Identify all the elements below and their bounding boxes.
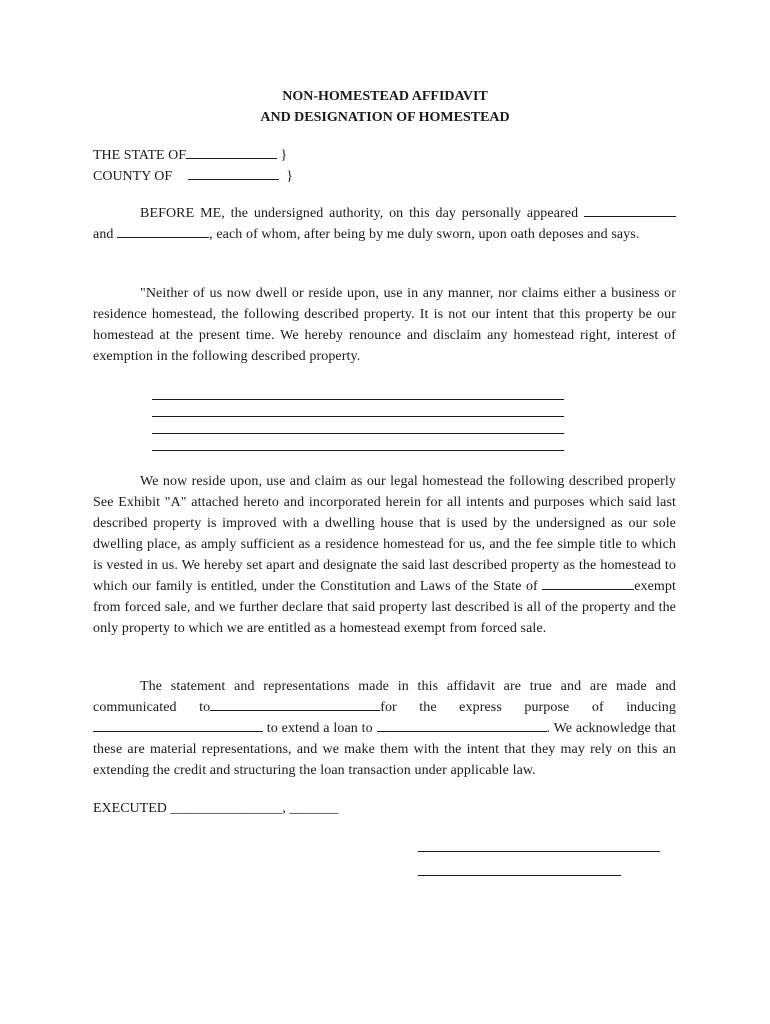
para4-text-d: . We acknowledge that these are material representations, and we make them with the intent that they may rely on this an extending the credit and structuring the loan transaction under applicable law. (93, 721, 676, 778)
property-description-line-1[interactable] (152, 399, 564, 400)
para1-text-c: , each of whom, after being by me duly sworn, upon oath deposes and says. (209, 227, 640, 242)
representations-paragraph (93, 676, 676, 781)
para3-text-b: exempt from forced sale, and we further declare that said property last described is all of the property and the only property to which we are entitled as a homestead exempt from forced sale. (93, 579, 676, 636)
county-blank[interactable] (188, 167, 279, 180)
county-label: COUNTY OF (93, 169, 173, 184)
document-subtitle: AND DESIGNATION OF HOMESTEAD (260, 110, 510, 125)
property-description-line-4[interactable] (152, 450, 564, 451)
state-blank[interactable] (186, 146, 277, 159)
para4-text-b: for the express purpose of inducing (380, 700, 676, 715)
executed-date-line: EXECUTED ________________, _______ (93, 801, 339, 816)
para3-text-a: We now reside upon, use and claim as our legal homestead the following described properly See Exhibit "A" attached hereto and incorporated herein for all intents and purposes which said last described property is improved with a dwelling house that is used by the undersigned as our sole dwelling place, as amply sufficient as a residence homestead for us, and the fee simple title to which is vested in us. We hereby set apart and designate the said last described property as the homestead to which our family is entitled, under the Constitution and Laws of the State of (93, 474, 676, 594)
signature-line-1[interactable] (418, 851, 660, 852)
county-venue-line (93, 166, 293, 187)
borrower-name-blank[interactable] (377, 719, 547, 732)
state-label: THE STATE OF (93, 148, 186, 163)
homestead-designation-paragraph (93, 471, 676, 639)
disclaimer-paragraph: "Neither of us now dwell or reside upon, use in any manner, nor claims either a business or residence homestead, the following described property. It is not our intent that this property be our homestead at the present time. We hereby renounce and disclaim any homestead right, interest of exemption in the following described property. (93, 286, 676, 364)
county-brace: } (286, 169, 293, 184)
lender-blank[interactable] (210, 698, 380, 711)
para4-text-a: The statement and representations made in this affidavit are true and are made and communicated to (93, 679, 676, 715)
state-venue-line (93, 145, 287, 166)
para1-text-b: and (93, 227, 118, 242)
appearance-paragraph (93, 203, 676, 245)
signature-line-2[interactable] (418, 875, 621, 876)
property-description-line-2[interactable] (152, 416, 564, 417)
affiant1-name-blank[interactable] (584, 204, 676, 217)
document-title: NON-HOMESTEAD AFFIDAVIT (282, 89, 488, 104)
affiant2-name-blank[interactable] (117, 225, 209, 238)
property-description-line-3[interactable] (152, 433, 564, 434)
para4-text-c: to extend a loan to (263, 721, 377, 736)
para1-text-a: BEFORE ME, the undersigned authority, on this day personally appeared (140, 206, 584, 221)
state-brace: } (280, 148, 288, 163)
state-of-blank[interactable] (542, 577, 634, 590)
lender-name-blank[interactable] (93, 719, 263, 732)
